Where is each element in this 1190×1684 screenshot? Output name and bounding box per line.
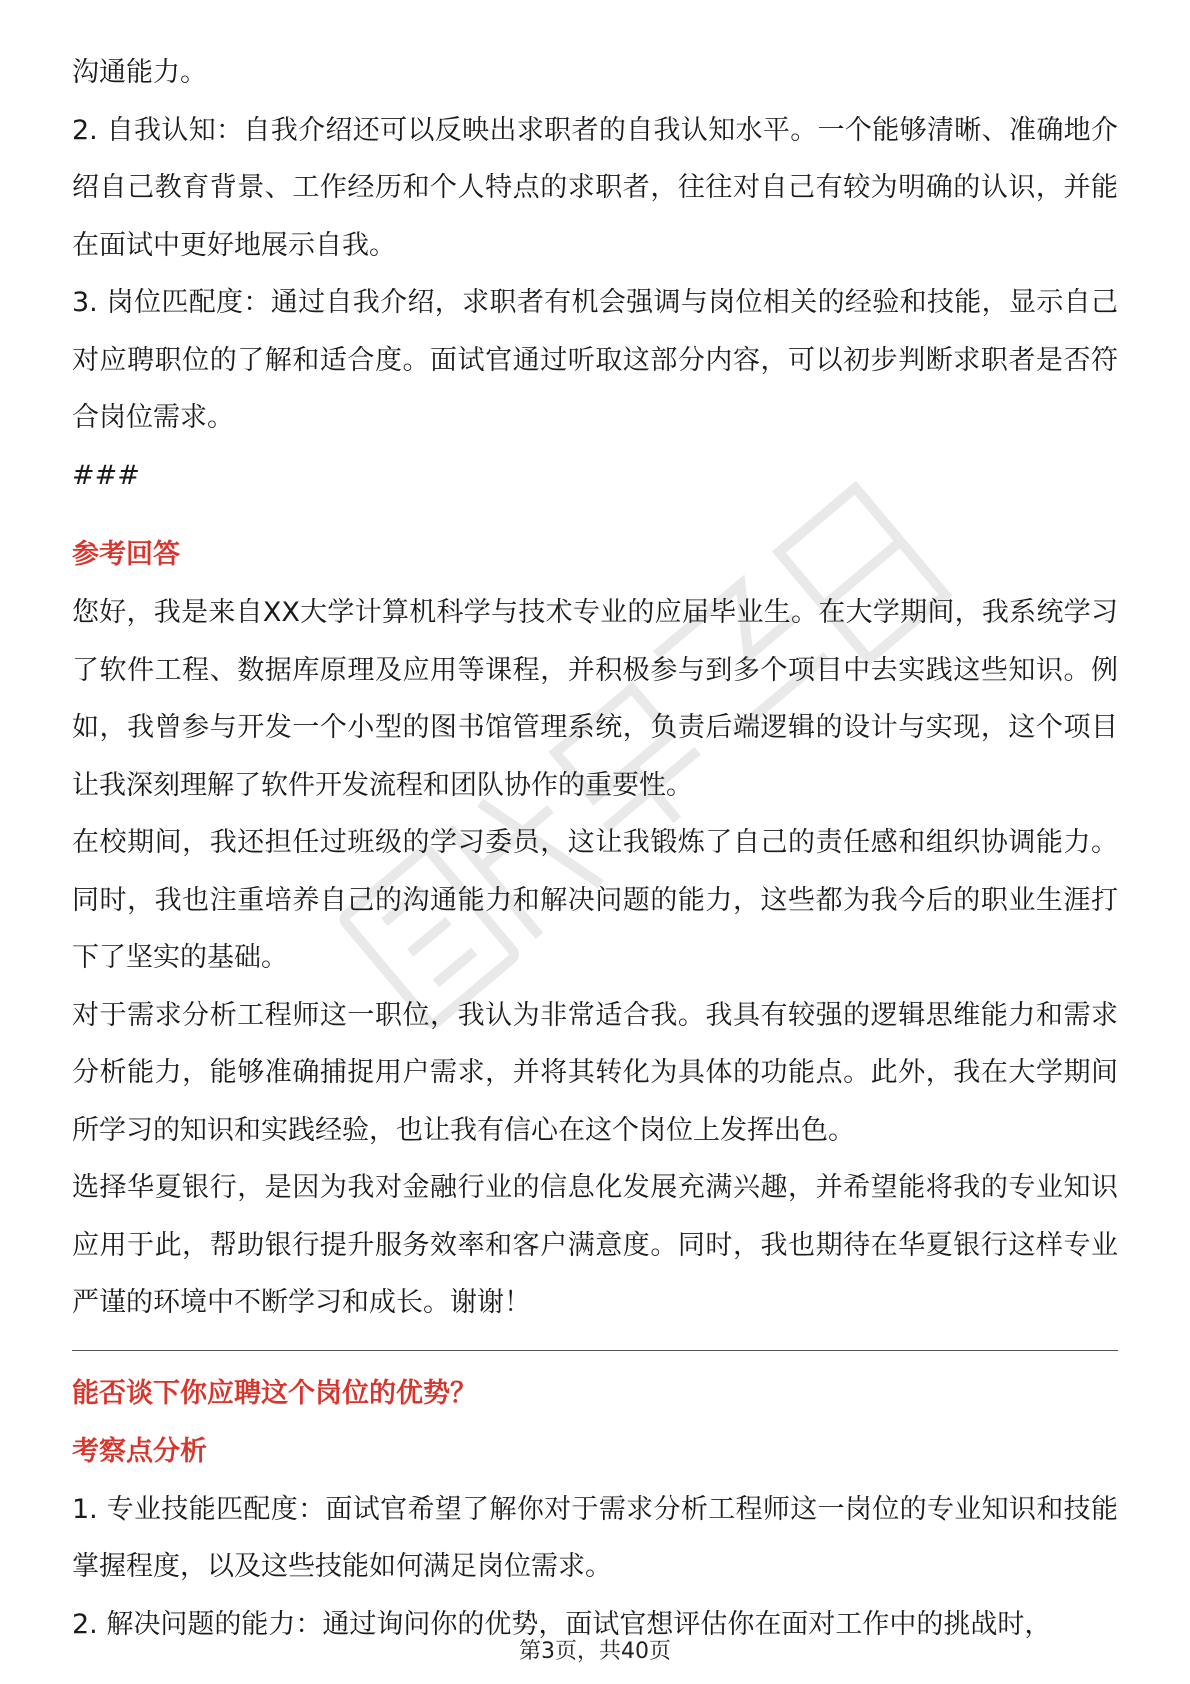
paragraph: 沟通能力。 [72, 57, 207, 88]
section-heading: 考察点分析 [72, 1435, 207, 1467]
section-divider [72, 1350, 1118, 1351]
paragraph: ### [72, 459, 140, 491]
paragraph: 3. 岗位匹配度：通过自我介绍，求职者有机会强调与岗位相关的经验和技能，显示自己对应聘职位的了解和适合度。面试官通过听取这部分内容，可以初步判断求职者是否符合岗位需求。 [72, 287, 1118, 433]
paragraph: 2. 自我认知：自我介绍还可以反映出求职者的自我认知水平。一个能够清晰、准确地介绍自己教育背景、工作经历和个人特点的求职者，往往对自己有较为明确的认识，并能在面试中更好地展示自我。 [72, 114, 1118, 261]
section-heading: 参考回答 [72, 539, 180, 570]
document-body [72, 44, 1118, 1653]
paragraph: 您好，我是来自XX大学计算机科学与技术专业的应届毕业生。在大学期间，我系统学习了软件工程、数据库原理及应用等课程，并积极参与到多个项目中去实践这些知识。例如，我曾参与开发一个小型的图书馆管理系统，负责后端逻辑的设计与实现，这个项目让我深刻理解了软件开发流程和团队协作的重要性。 [72, 597, 1118, 801]
paragraph: 对于需求分析工程师这一职位，我认为非常适合我。我具有较强的逻辑思维能力和需求分析能力，能够准确捕捉用户需求，并将其转化为具体的功能点。此外，我在大学期间所学习的知识和实践经验，也让我有信心在这个岗位上发挥出色。 [72, 999, 1118, 1146]
section-heading: 能否谈下你应聘这个岗位的优势？ [72, 1377, 477, 1409]
paragraph: 2. 解决问题的能力：通过询问你的优势，面试官想评估你在面对工作中的挑战时， [72, 1608, 1052, 1640]
paragraph: 1. 专业技能匹配度：面试官希望了解你对于需求分析工程师这一岗位的专业知识和技能掌握程度，以及这些技能如何满足岗位需求。 [72, 1493, 1118, 1582]
paragraph: 选择华夏银行，是因为我对金融行业的信息化发展充满兴趣，并希望能将我的专业知识应用于此，帮助银行提升服务效率和客户满意度。同时，我也期待在华夏银行这样专业严谨的环境中不断学习和成长。谢谢！ [72, 1172, 1118, 1318]
paragraph: 在校期间，我还担任过班级的学习委员，这让我锻炼了自己的责任感和组织协调能力。同时，我也注重培养自己的沟通能力和解决问题的能力，这些都为我今后的职业生涯打下了坚实的基础。 [72, 827, 1118, 973]
page-number: 第3页，共40页 [519, 1639, 671, 1664]
